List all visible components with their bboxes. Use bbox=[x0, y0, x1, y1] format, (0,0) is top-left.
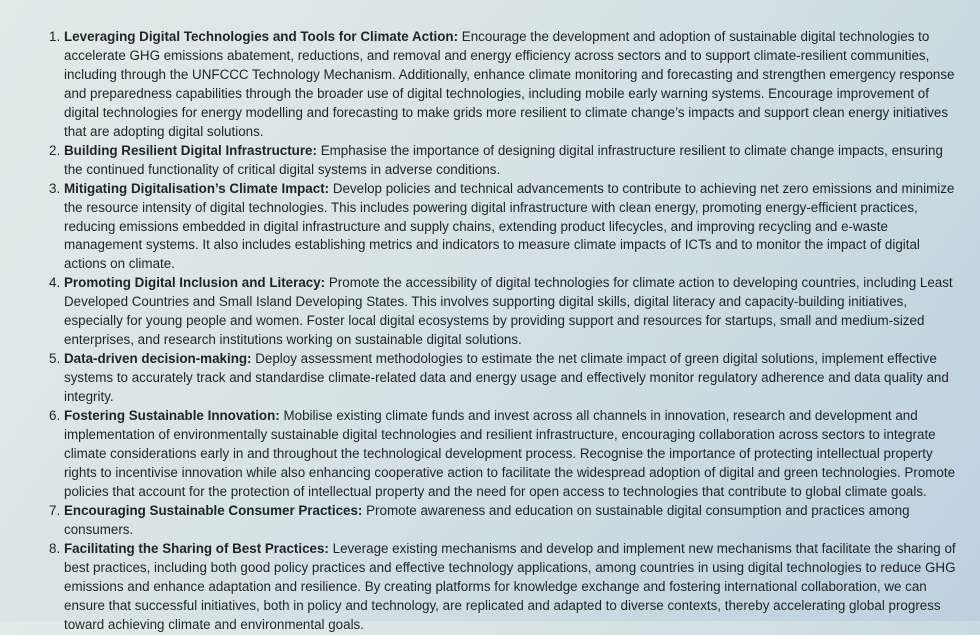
item-title: Promoting Digital Inclusion and Literacy: bbox=[64, 275, 326, 291]
item-title: Leveraging Digital Technologies and Tools for Climate Action: bbox=[64, 29, 459, 44]
list-item bbox=[64, 180, 959, 275]
list-item bbox=[64, 350, 959, 407]
item-title: Data-driven decision-making: bbox=[64, 351, 252, 367]
list-item bbox=[64, 407, 959, 502]
item-title: Mitigating Digitalisation’s Climate Impact: bbox=[64, 180, 330, 196]
item-text: Promote the accessibility of digital technologies for climate action to developing countries, including Least Developed Countries and Small Island Developing States. This involves supporting digital skills, digital literacy and capacity-building initiatives, especially for young people and women. Foster local digital ecosystems by providing support and resources for startups, small and medium-sized enterprises, and research institutions working on sustainable digital solutions. bbox=[64, 275, 953, 348]
item-title: Facilitating the Sharing of Best Practices: bbox=[64, 540, 329, 556]
item-text: Promote awareness and education on sustainable digital consumption and practices among consumers. bbox=[64, 502, 910, 537]
recommendations-list bbox=[64, 28, 959, 635]
item-text: Emphasise the importance of designing digital infrastructure resilient to climate change impacts, ensuring the continued functionality of critical digital systems in adverse conditions. bbox=[64, 142, 943, 177]
list-item bbox=[64, 28, 959, 142]
item-text: Leverage existing mechanisms and develop and implement new mechanisms that facilitate the sharing of best practices, including both good policy practices and effective technology applications, among countries in using digital technologies to reduce GHG emissions and enhance adaptation and resilience. By creating platforms for knowledge exchange and fostering international collaboration, we can ensure that successful initiatives, both in policy and technology, are replicated and adapted to diverse contexts, thereby accelerating global progress toward achieving climate and environmental goals. bbox=[64, 540, 956, 632]
item-text: Deploy assessment methodologies to estimate the net climate impact of green digital solutions, implement effective systems to accurately track and standardise climate-related data and energy usage and effectively monitor regulatory adherence and data quality and integrity. bbox=[64, 351, 949, 405]
item-text: Mobilise existing climate funds and invest across all channels in innovation, research and development and implementation of environmentally sustainable digital technologies and resilient infrastructure, encouraging collaboration across sectors to integrate climate considerations early in and throughout the technological development process. Recognise the importance of protecting intellectual property rights to incentivise innovation while also enhancing cooperative action to facilitate the widespread adoption of digital and green technologies. Promote policies that account for the protection of intellectual property and the need for open access to technologies that contribute to global climate goals. bbox=[64, 408, 956, 499]
item-title: Fostering Sustainable Innovation: bbox=[64, 408, 280, 424]
list-item bbox=[64, 502, 959, 540]
list-item bbox=[64, 540, 959, 635]
item-title: Building Resilient Digital Infrastructure: bbox=[64, 142, 317, 158]
item-title: Encouraging Sustainable Consumer Practices: bbox=[64, 502, 363, 518]
list-item bbox=[64, 274, 959, 350]
item-text: Develop policies and technical advancements to contribute to achieving net zero emissions and minimize the resource intensity of digital technologies. This includes powering digital infrastructure with clean energy, promoting energy-efficient practices, reducing emissions embedded in digital infrastructure and supply chains, extending product lifecycles, and improving recycling and e-waste management systems. It also includes establishing metrics and indicators to measure climate impacts of ICTs and to monitor the impact of digital actions on climate. bbox=[64, 180, 955, 272]
list-item bbox=[64, 142, 959, 180]
item-text: Encourage the development and adoption of sustainable digital technologies to accelerate GHG emissions abatement, reductions, and removal and energy efficiency across sectors and to support climate-resilient communities, including through the UNFCCC Technology Mechanism. Additionally, enhance climate monitoring and forecasting and strengthen emergency response and preparedness capabilities through the broader use of digital technologies, including mobile early warning systems. Encourage improvement of digital technologies for energy modelling and forecasting to make grids more resilient to climate change’s impacts and support clean energy initiatives that are adopting digital solutions. bbox=[64, 29, 955, 139]
